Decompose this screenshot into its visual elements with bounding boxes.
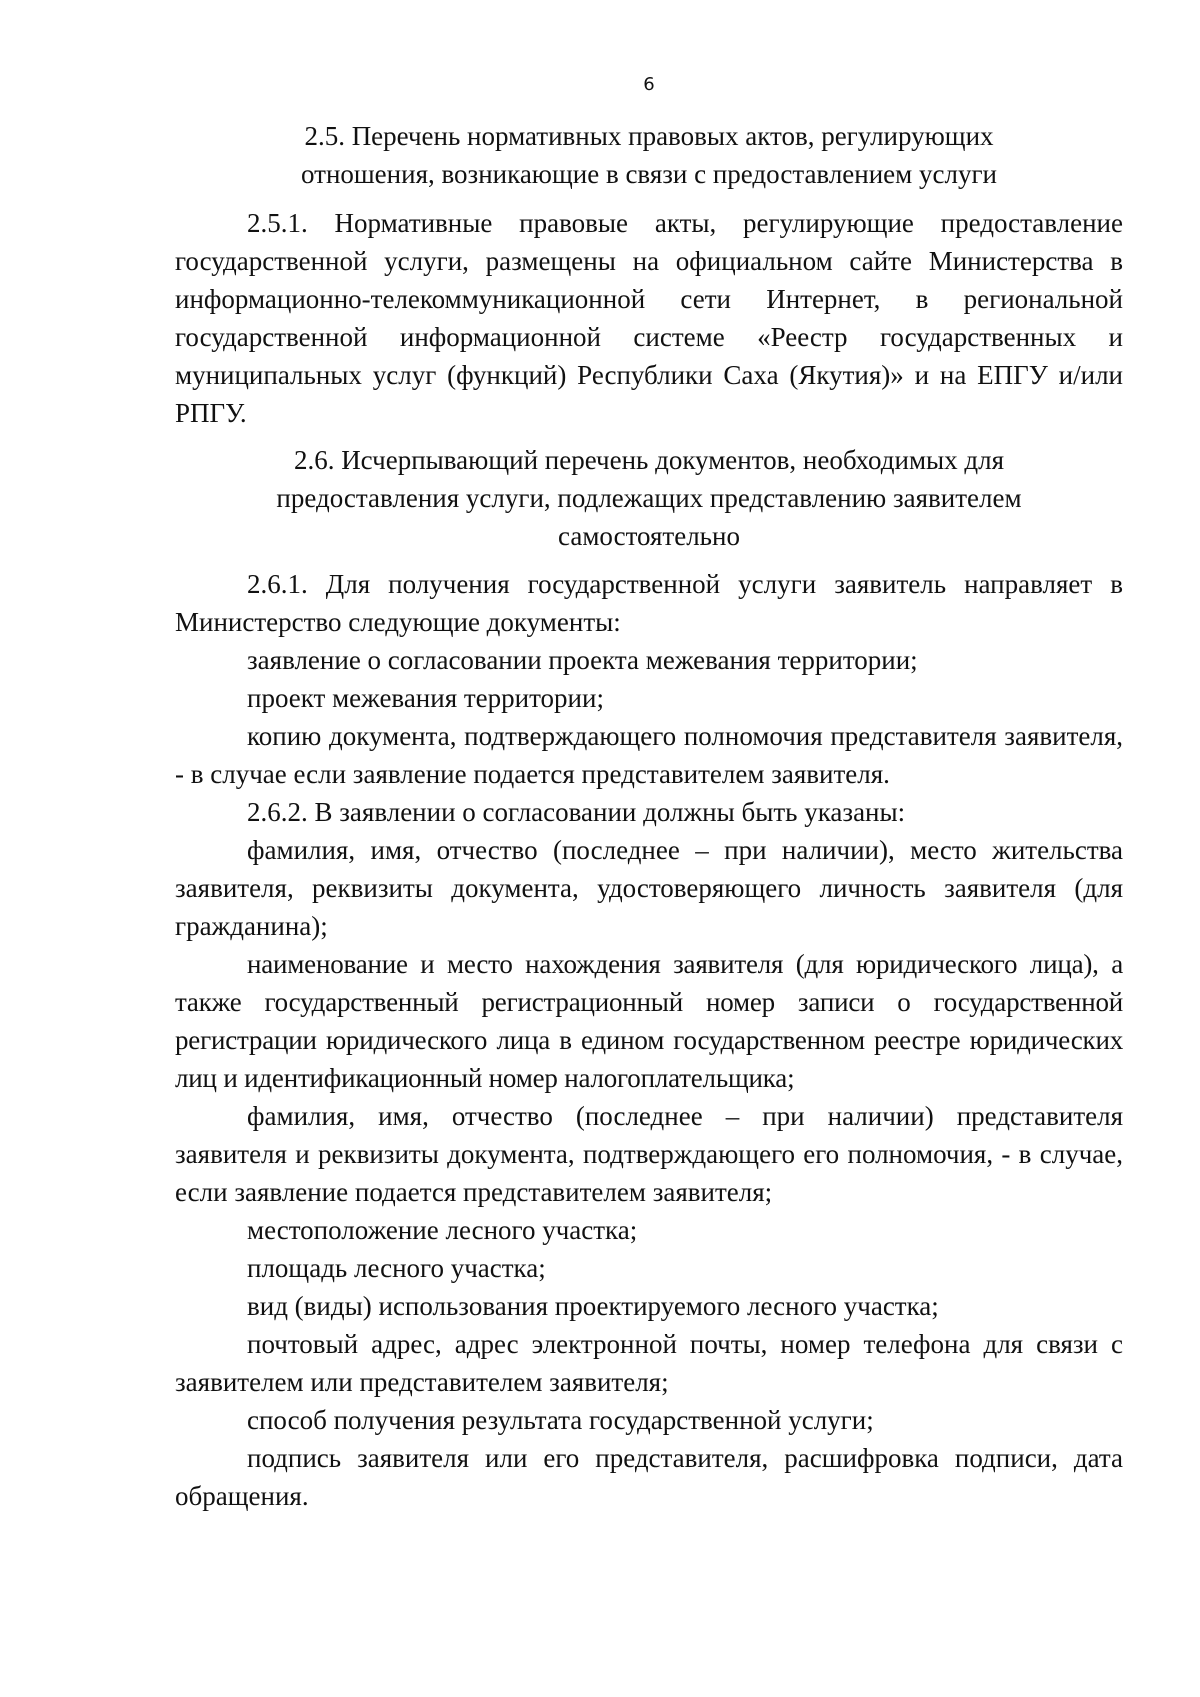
list-item-result-method: способ получения результата государственной услуги;: [247, 1405, 874, 1435]
list-item-use-type: вид (виды) использования проектируемого лесного участка;: [247, 1291, 939, 1321]
section-2-6-heading-line-3: самостоятельно: [558, 521, 740, 551]
section-2-6-heading: [175, 441, 1123, 555]
page-number: 6: [643, 74, 655, 95]
section-2-5-heading: [175, 117, 1123, 193]
list-item-project: проект межевания территории;: [247, 683, 604, 713]
section-2-6-heading-line-2: предоставления услуги, подлежащих представлению заявителем: [276, 483, 1022, 513]
list-item-representative: фамилия, имя, отчество (последнее – при наличии) представителя заявителя и реквизиты документа, подтверждающего его полномочия, - в случае, если заявление подается представителем заявителя;: [175, 1101, 1123, 1207]
list-item-contacts: почтовый адрес, адрес электронной почты, номер телефона для связи с заявителем или представителем заявителя;: [175, 1329, 1123, 1397]
list-item-location: местоположение лесного участка;: [247, 1215, 638, 1245]
list-item-area: площадь лесного участка;: [247, 1253, 546, 1283]
list-item-applicant-legal-entity: наименование и место нахождения заявителя (для юридического лица), а также государственный регистрационный номер записи о государственной регистрации юридического лица в едином государственном реестре юридических лиц и идентификационный номер налогоплательщика;: [175, 949, 1123, 1093]
list-item-application: заявление о согласовании проекта межевания территории;: [247, 645, 918, 675]
section-2-5-body: [175, 204, 1123, 432]
paragraph-2-5-1: 2.5.1. Нормативные правовые акты, регулирующие предоставление государственной услуги, размещены на официальном сайте Министерства в информационно-телекоммуникационной сети Интернет, в региональной государственной информационной системе «Реестр государственных и муниципальных услуг (функций) Республики Саха (Якутия)» и на ЕПГУ и/или РПГУ.: [175, 208, 1123, 428]
section-2-6-heading-line-1: 2.6. Исчерпывающий перечень документов, необходимых для: [293, 445, 1005, 475]
section-2-6-body: [175, 565, 1123, 1515]
paragraph-2-6-2: 2.6.2. В заявлении о согласовании должны быть указаны:: [247, 797, 906, 827]
list-item-signature: подпись заявителя или его представителя, расшифровка подписи, дата обращения.: [175, 1443, 1123, 1511]
section-2-5-heading-line-1: 2.5. Перечень нормативных правовых актов, регулирующих: [304, 121, 994, 151]
list-item-applicant-person: фамилия, имя, отчество (последнее – при наличии), место жительства заявителя, реквизиты документа, удостоверяющего личность заявителя (для гражданина);: [175, 835, 1123, 941]
section-2-5-heading-line-2: отношения, возникающие в связи с предоставлением услуги: [301, 159, 997, 189]
paragraph-2-6-1: 2.6.1. Для получения государственной услуги заявитель направляет в Министерство следующие документы:: [175, 569, 1123, 637]
list-item-power-of-attorney: копию документа, подтверждающего полномочия представителя заявителя, - в случае если заявление подается представителем заявителя.: [175, 721, 1123, 789]
